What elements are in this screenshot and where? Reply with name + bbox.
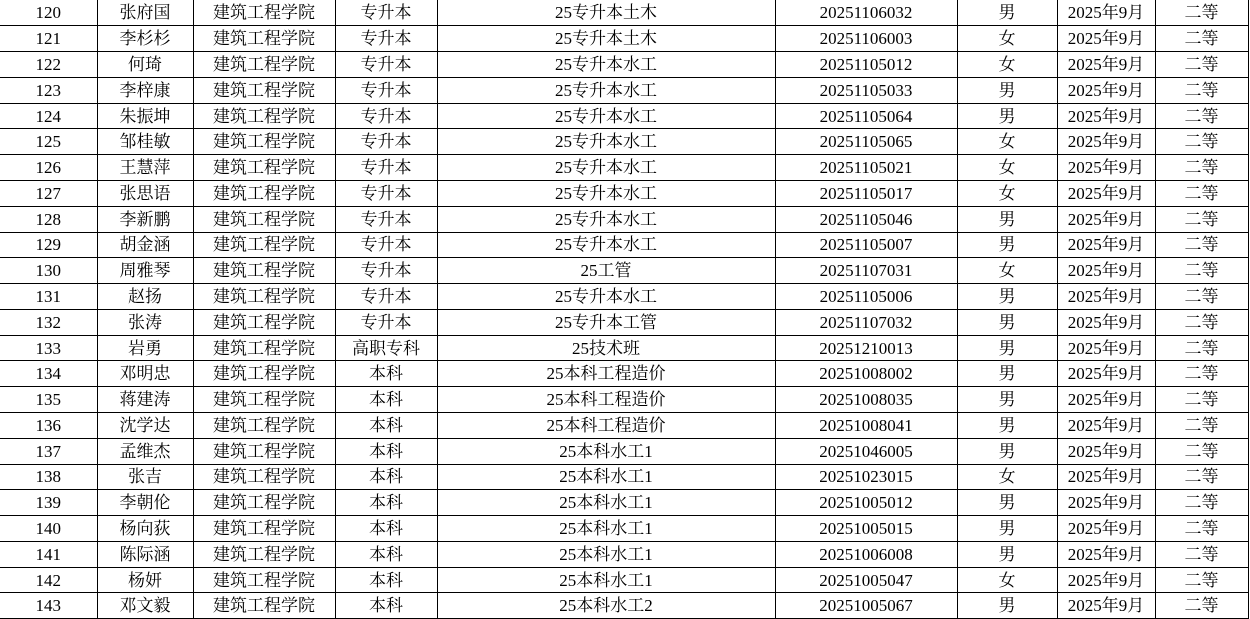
education-level-cell[interactable]: 专升本 <box>335 206 437 232</box>
row-number-cell[interactable]: 126 <box>0 155 97 181</box>
award-date-cell[interactable]: 2025年9月 <box>1057 541 1155 567</box>
scholarship-grade-cell[interactable]: 二等 <box>1155 180 1248 206</box>
award-date-cell[interactable]: 2025年9月 <box>1057 258 1155 284</box>
gender-cell[interactable]: 女 <box>957 258 1057 284</box>
education-level-cell[interactable]: 专升本 <box>335 26 437 52</box>
scholarship-grade-cell[interactable]: 二等 <box>1155 361 1248 387</box>
table-row <box>0 284 1248 310</box>
student-id-cell[interactable]: 20251105065 <box>775 129 957 155</box>
education-level-cell[interactable]: 本科 <box>335 361 437 387</box>
table-row <box>0 490 1248 516</box>
student-name-cell[interactable]: 张涛 <box>97 309 193 335</box>
college-cell[interactable]: 建筑工程学院 <box>193 413 335 439</box>
table-row <box>0 0 1248 26</box>
student-id-cell[interactable]: 20251005012 <box>775 490 957 516</box>
class-name-cell[interactable]: 25专升本水工 <box>437 206 775 232</box>
education-level-cell[interactable]: 本科 <box>335 490 437 516</box>
education-level-cell[interactable]: 专升本 <box>335 309 437 335</box>
gender-cell[interactable]: 男 <box>957 516 1057 542</box>
student-id-cell[interactable]: 20251023015 <box>775 464 957 490</box>
row-number-cell[interactable]: 131 <box>0 284 97 310</box>
college-cell[interactable]: 建筑工程学院 <box>193 52 335 78</box>
college-cell[interactable]: 建筑工程学院 <box>193 284 335 310</box>
scholarship-grade-cell[interactable]: 二等 <box>1155 129 1248 155</box>
education-level-cell[interactable]: 高职专科 <box>335 335 437 361</box>
student-id-cell[interactable]: 20251105012 <box>775 52 957 78</box>
award-date-cell[interactable]: 2025年9月 <box>1057 309 1155 335</box>
gender-cell[interactable]: 女 <box>957 52 1057 78</box>
table-row <box>0 516 1248 542</box>
row-number-cell[interactable]: 128 <box>0 206 97 232</box>
college-cell[interactable]: 建筑工程学院 <box>193 516 335 542</box>
student-name-cell[interactable]: 陈际涵 <box>97 541 193 567</box>
gender-cell[interactable]: 男 <box>957 232 1057 258</box>
row-number-cell[interactable]: 130 <box>0 258 97 284</box>
table-row <box>0 26 1248 52</box>
college-cell[interactable]: 建筑工程学院 <box>193 593 335 619</box>
gender-cell[interactable]: 男 <box>957 284 1057 310</box>
class-name-cell[interactable]: 25本科水工1 <box>437 438 775 464</box>
student-id-cell[interactable]: 20251105046 <box>775 206 957 232</box>
student-name-cell[interactable]: 张府国 <box>97 0 193 26</box>
gender-cell[interactable]: 男 <box>957 335 1057 361</box>
award-date-cell[interactable]: 2025年9月 <box>1057 516 1155 542</box>
table-row <box>0 464 1248 490</box>
college-cell[interactable]: 建筑工程学院 <box>193 258 335 284</box>
college-cell[interactable]: 建筑工程学院 <box>193 361 335 387</box>
student-name-cell[interactable]: 李梓康 <box>97 77 193 103</box>
scholarship-grade-cell[interactable]: 二等 <box>1155 103 1248 129</box>
award-date-cell[interactable]: 2025年9月 <box>1057 567 1155 593</box>
student-name-cell[interactable]: 杨向荻 <box>97 516 193 542</box>
student-id-cell[interactable]: 20251210013 <box>775 335 957 361</box>
award-date-cell[interactable]: 2025年9月 <box>1057 77 1155 103</box>
student-id-cell[interactable]: 20251005047 <box>775 567 957 593</box>
table-row <box>0 567 1248 593</box>
education-level-cell[interactable]: 本科 <box>335 387 437 413</box>
gender-cell[interactable]: 男 <box>957 413 1057 439</box>
student-name-cell[interactable]: 杨妍 <box>97 567 193 593</box>
scholarship-grade-cell[interactable]: 二等 <box>1155 155 1248 181</box>
table-row <box>0 438 1248 464</box>
scholarship-grade-cell[interactable]: 二等 <box>1155 258 1248 284</box>
student-name-cell[interactable]: 张吉 <box>97 464 193 490</box>
table-row <box>0 361 1248 387</box>
scholarship-grade-cell[interactable]: 二等 <box>1155 593 1248 619</box>
education-level-cell[interactable]: 专升本 <box>335 232 437 258</box>
student-id-cell[interactable]: 20251006008 <box>775 541 957 567</box>
table-row <box>0 258 1248 284</box>
table-row <box>0 180 1248 206</box>
student-id-cell[interactable]: 20251105006 <box>775 284 957 310</box>
class-name-cell[interactable]: 25本科工程造价 <box>437 361 775 387</box>
class-name-cell[interactable]: 25技术班 <box>437 335 775 361</box>
student-name-cell[interactable]: 沈学达 <box>97 413 193 439</box>
scholarship-grade-cell[interactable]: 二等 <box>1155 438 1248 464</box>
row-number-cell[interactable]: 133 <box>0 335 97 361</box>
student-name-cell[interactable]: 朱振坤 <box>97 103 193 129</box>
education-level-cell[interactable]: 专升本 <box>335 155 437 181</box>
education-level-cell[interactable]: 专升本 <box>335 52 437 78</box>
scholarship-grade-cell[interactable]: 二等 <box>1155 387 1248 413</box>
award-date-cell[interactable]: 2025年9月 <box>1057 361 1155 387</box>
student-name-cell[interactable]: 蒋建涛 <box>97 387 193 413</box>
college-cell[interactable]: 建筑工程学院 <box>193 206 335 232</box>
gender-cell[interactable]: 男 <box>957 309 1057 335</box>
table-row <box>0 309 1248 335</box>
education-level-cell[interactable]: 专升本 <box>335 284 437 310</box>
college-cell[interactable]: 建筑工程学院 <box>193 129 335 155</box>
award-date-cell[interactable]: 2025年9月 <box>1057 129 1155 155</box>
education-level-cell[interactable]: 专升本 <box>335 0 437 26</box>
scholarship-grade-cell[interactable]: 二等 <box>1155 26 1248 52</box>
table-row <box>0 52 1248 78</box>
row-number-cell[interactable]: 125 <box>0 129 97 155</box>
college-cell[interactable]: 建筑工程学院 <box>193 387 335 413</box>
college-cell[interactable]: 建筑工程学院 <box>193 232 335 258</box>
award-date-cell[interactable]: 2025年9月 <box>1057 335 1155 361</box>
scholarship-grade-cell[interactable]: 二等 <box>1155 567 1248 593</box>
award-date-cell[interactable]: 2025年9月 <box>1057 490 1155 516</box>
row-number-cell[interactable]: 121 <box>0 26 97 52</box>
scholarship-grade-cell[interactable]: 二等 <box>1155 77 1248 103</box>
row-number-cell[interactable]: 138 <box>0 464 97 490</box>
gender-cell[interactable]: 男 <box>957 490 1057 516</box>
award-date-cell[interactable]: 2025年9月 <box>1057 180 1155 206</box>
scholarship-grade-cell[interactable]: 二等 <box>1155 490 1248 516</box>
gender-cell[interactable]: 男 <box>957 103 1057 129</box>
student-name-cell[interactable]: 李杉杉 <box>97 26 193 52</box>
row-number-cell[interactable]: 127 <box>0 180 97 206</box>
row-number-cell[interactable]: 135 <box>0 387 97 413</box>
gender-cell[interactable]: 男 <box>957 438 1057 464</box>
award-date-cell[interactable]: 2025年9月 <box>1057 103 1155 129</box>
student-id-cell[interactable]: 20251105007 <box>775 232 957 258</box>
student-id-cell[interactable]: 20251107032 <box>775 309 957 335</box>
student-id-cell[interactable]: 20251105064 <box>775 103 957 129</box>
award-date-cell[interactable]: 2025年9月 <box>1057 206 1155 232</box>
class-name-cell[interactable]: 25专升本水工 <box>437 155 775 181</box>
student-id-cell[interactable]: 20251107031 <box>775 258 957 284</box>
student-id-cell[interactable]: 20251008035 <box>775 387 957 413</box>
scholarship-grade-cell[interactable]: 二等 <box>1155 516 1248 542</box>
class-name-cell[interactable]: 25本科水工1 <box>437 516 775 542</box>
award-date-cell[interactable]: 2025年9月 <box>1057 438 1155 464</box>
education-level-cell[interactable]: 专升本 <box>335 129 437 155</box>
row-number-cell[interactable]: 141 <box>0 541 97 567</box>
scholarship-grade-cell[interactable]: 二等 <box>1155 309 1248 335</box>
table-row <box>0 206 1248 232</box>
table-row <box>0 541 1248 567</box>
class-name-cell[interactable]: 25专升本土木 <box>437 0 775 26</box>
gender-cell[interactable]: 男 <box>957 206 1057 232</box>
student-name-cell[interactable]: 王慧萍 <box>97 155 193 181</box>
student-id-cell[interactable]: 20251046005 <box>775 438 957 464</box>
class-name-cell[interactable]: 25专升本水工 <box>437 103 775 129</box>
student-name-cell[interactable]: 张思语 <box>97 180 193 206</box>
education-level-cell[interactable]: 本科 <box>335 516 437 542</box>
table-row <box>0 593 1248 619</box>
college-cell[interactable]: 建筑工程学院 <box>193 309 335 335</box>
row-number-cell[interactable]: 142 <box>0 567 97 593</box>
college-cell[interactable]: 建筑工程学院 <box>193 0 335 26</box>
college-cell[interactable]: 建筑工程学院 <box>193 103 335 129</box>
row-number-cell[interactable]: 134 <box>0 361 97 387</box>
award-date-cell[interactable]: 2025年9月 <box>1057 0 1155 26</box>
table-row <box>0 129 1248 155</box>
student-id-cell[interactable]: 20251106003 <box>775 26 957 52</box>
row-number-cell[interactable]: 143 <box>0 593 97 619</box>
award-date-cell[interactable]: 2025年9月 <box>1057 284 1155 310</box>
table-row <box>0 232 1248 258</box>
row-number-cell[interactable]: 139 <box>0 490 97 516</box>
college-cell[interactable]: 建筑工程学院 <box>193 541 335 567</box>
gender-cell[interactable]: 男 <box>957 593 1057 619</box>
row-number-cell[interactable]: 137 <box>0 438 97 464</box>
student-name-cell[interactable]: 胡金涵 <box>97 232 193 258</box>
scholarship-grade-cell[interactable]: 二等 <box>1155 335 1248 361</box>
award-date-cell[interactable]: 2025年9月 <box>1057 232 1155 258</box>
student-id-cell[interactable]: 20251005067 <box>775 593 957 619</box>
class-name-cell[interactable]: 25本科工程造价 <box>437 413 775 439</box>
college-cell[interactable]: 建筑工程学院 <box>193 155 335 181</box>
student-name-cell[interactable]: 邹桂敏 <box>97 129 193 155</box>
gender-cell[interactable]: 男 <box>957 0 1057 26</box>
award-date-cell[interactable]: 2025年9月 <box>1057 387 1155 413</box>
award-date-cell[interactable]: 2025年9月 <box>1057 26 1155 52</box>
row-number-cell[interactable]: 140 <box>0 516 97 542</box>
college-cell[interactable]: 建筑工程学院 <box>193 464 335 490</box>
class-name-cell[interactable]: 25本科水工1 <box>437 567 775 593</box>
student-id-cell[interactable]: 20251008002 <box>775 361 957 387</box>
table-row <box>0 155 1248 181</box>
student-id-cell[interactable]: 20251105021 <box>775 155 957 181</box>
student-name-cell[interactable]: 岩勇 <box>97 335 193 361</box>
gender-cell[interactable]: 男 <box>957 541 1057 567</box>
student-id-cell[interactable]: 20251005015 <box>775 516 957 542</box>
gender-cell[interactable]: 女 <box>957 155 1057 181</box>
gender-cell[interactable]: 男 <box>957 387 1057 413</box>
student-id-cell[interactable]: 20251105017 <box>775 180 957 206</box>
row-number-cell[interactable]: 122 <box>0 52 97 78</box>
scholarship-grade-cell[interactable]: 二等 <box>1155 284 1248 310</box>
scholarship-grade-cell[interactable]: 二等 <box>1155 232 1248 258</box>
education-level-cell[interactable]: 专升本 <box>335 103 437 129</box>
student-id-cell[interactable]: 20251106032 <box>775 0 957 26</box>
education-level-cell[interactable]: 本科 <box>335 413 437 439</box>
table-row <box>0 103 1248 129</box>
education-level-cell[interactable]: 本科 <box>335 438 437 464</box>
row-number-cell[interactable]: 124 <box>0 103 97 129</box>
class-name-cell[interactable]: 25专升本水工 <box>437 284 775 310</box>
education-level-cell[interactable]: 本科 <box>335 567 437 593</box>
table-row <box>0 335 1248 361</box>
college-cell[interactable]: 建筑工程学院 <box>193 567 335 593</box>
gender-cell[interactable]: 女 <box>957 26 1057 52</box>
class-name-cell[interactable]: 25专升本水工 <box>437 52 775 78</box>
student-name-cell[interactable]: 邓明忠 <box>97 361 193 387</box>
class-name-cell[interactable]: 25本科水工1 <box>437 464 775 490</box>
scholarship-grade-cell[interactable]: 二等 <box>1155 413 1248 439</box>
scholarship-grade-cell[interactable]: 二等 <box>1155 206 1248 232</box>
gender-cell[interactable]: 男 <box>957 77 1057 103</box>
college-cell[interactable]: 建筑工程学院 <box>193 26 335 52</box>
student-name-cell[interactable]: 周雅琴 <box>97 258 193 284</box>
education-level-cell[interactable]: 本科 <box>335 464 437 490</box>
table-row <box>0 387 1248 413</box>
student-name-cell[interactable]: 李新鹏 <box>97 206 193 232</box>
education-level-cell[interactable]: 本科 <box>335 593 437 619</box>
award-date-cell[interactable]: 2025年9月 <box>1057 155 1155 181</box>
college-cell[interactable]: 建筑工程学院 <box>193 438 335 464</box>
gender-cell[interactable]: 男 <box>957 361 1057 387</box>
class-name-cell[interactable]: 25本科水工1 <box>437 490 775 516</box>
scholarship-grade-cell[interactable]: 二等 <box>1155 541 1248 567</box>
gender-cell[interactable]: 女 <box>957 567 1057 593</box>
student-name-cell[interactable]: 孟维杰 <box>97 438 193 464</box>
scholarship-grade-cell[interactable]: 二等 <box>1155 52 1248 78</box>
college-cell[interactable]: 建筑工程学院 <box>193 490 335 516</box>
student-id-cell[interactable]: 20251105033 <box>775 77 957 103</box>
student-id-cell[interactable]: 20251008041 <box>775 413 957 439</box>
student-name-cell[interactable]: 李朝伦 <box>97 490 193 516</box>
award-date-cell[interactable]: 2025年9月 <box>1057 464 1155 490</box>
education-level-cell[interactable]: 专升本 <box>335 180 437 206</box>
scholarship-grade-cell[interactable]: 二等 <box>1155 464 1248 490</box>
table-row <box>0 413 1248 439</box>
award-date-cell[interactable]: 2025年9月 <box>1057 593 1155 619</box>
student-name-cell[interactable]: 何琦 <box>97 52 193 78</box>
class-name-cell[interactable]: 25本科水工2 <box>437 593 775 619</box>
class-name-cell[interactable]: 25本科水工1 <box>437 541 775 567</box>
row-number-cell[interactable]: 132 <box>0 309 97 335</box>
class-name-cell[interactable]: 25专升本土木 <box>437 26 775 52</box>
table-row <box>0 77 1248 103</box>
award-date-cell[interactable]: 2025年9月 <box>1057 413 1155 439</box>
student-name-cell[interactable]: 邓文毅 <box>97 593 193 619</box>
row-number-cell[interactable]: 136 <box>0 413 97 439</box>
college-cell[interactable]: 建筑工程学院 <box>193 180 335 206</box>
row-number-cell[interactable]: 129 <box>0 232 97 258</box>
class-name-cell[interactable]: 25专升本工管 <box>437 309 775 335</box>
class-name-cell[interactable]: 25专升本水工 <box>437 232 775 258</box>
education-level-cell[interactable]: 专升本 <box>335 258 437 284</box>
class-name-cell[interactable]: 25专升本水工 <box>437 77 775 103</box>
class-name-cell[interactable]: 25工管 <box>437 258 775 284</box>
class-name-cell[interactable]: 25专升本水工 <box>437 129 775 155</box>
gender-cell[interactable]: 女 <box>957 129 1057 155</box>
gender-cell[interactable]: 女 <box>957 464 1057 490</box>
college-cell[interactable]: 建筑工程学院 <box>193 77 335 103</box>
scholarship-grade-cell[interactable]: 二等 <box>1155 0 1248 26</box>
college-cell[interactable]: 建筑工程学院 <box>193 335 335 361</box>
award-date-cell[interactable]: 2025年9月 <box>1057 52 1155 78</box>
class-name-cell[interactable]: 25专升本水工 <box>437 180 775 206</box>
row-number-cell[interactable]: 120 <box>0 0 97 26</box>
class-name-cell[interactable]: 25本科工程造价 <box>437 387 775 413</box>
gender-cell[interactable]: 女 <box>957 180 1057 206</box>
education-level-cell[interactable]: 本科 <box>335 541 437 567</box>
student-name-cell[interactable]: 赵扬 <box>97 284 193 310</box>
row-number-cell[interactable]: 123 <box>0 77 97 103</box>
education-level-cell[interactable]: 专升本 <box>335 77 437 103</box>
